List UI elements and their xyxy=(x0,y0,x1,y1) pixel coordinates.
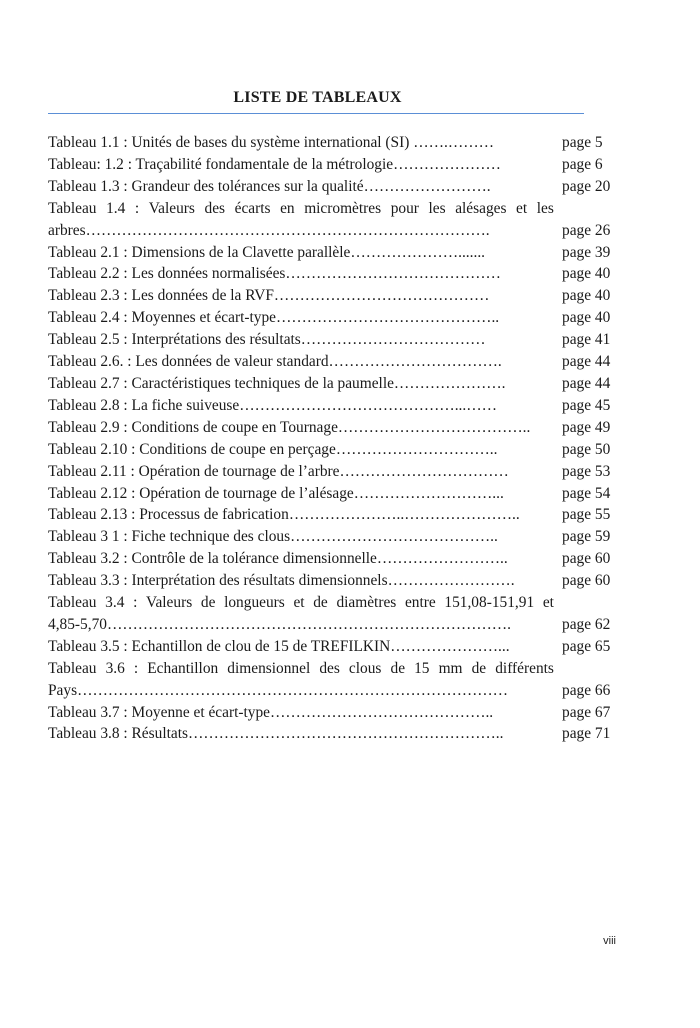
list-item-text: Tableau 2.5 : Interprétations des résultats……………………………… xyxy=(48,331,486,349)
list-item-text: Tableau 3.3 : Interprétation des résultats dimensionnels……………………. xyxy=(48,572,515,590)
list-item-first-line xyxy=(48,658,616,680)
list-item xyxy=(48,636,616,658)
list-item-page: page 62 xyxy=(562,615,611,633)
list-item xyxy=(48,285,616,307)
list-item-text: Tableau 3.6 : Echantillon dimensionnel des clous de 15 mm de différents xyxy=(48,659,554,677)
list-item-page: page 6 xyxy=(562,155,603,173)
list-item-page: page 49 xyxy=(562,418,611,436)
list-item-page: page 40 xyxy=(562,265,611,283)
list-item xyxy=(48,702,616,724)
list-item-text: Tableau 2.6. : Les données de valeur standard……………………………. xyxy=(48,353,502,371)
list-item xyxy=(48,504,616,526)
list-item-text: Tableau 1.3 : Grandeur des tolérances sur la qualité……………………. xyxy=(48,177,491,195)
list-item-page: page 66 xyxy=(562,681,611,699)
list-item-text: Tableau: 1.2 : Traçabilité fondamentale de la métrologie………………… xyxy=(48,155,501,173)
list-item-page: page 50 xyxy=(562,440,611,458)
list-item-text: Tableau 2.2 : Les données normalisées…………………………………… xyxy=(48,265,501,283)
list-item-page: page 20 xyxy=(562,177,611,195)
list-item-text: Tableau 1.4 : Valeurs des écarts en micromètres pour les alésages et les xyxy=(48,199,554,217)
list-item-page: page 40 xyxy=(562,287,611,305)
list-item-text: Tableau 1.1 : Unités de bases du système international (SI) …….……… xyxy=(48,134,495,151)
list-item-text: Tableau 2.7 : Caractéristiques techniques de la paumelle…………………. xyxy=(48,374,506,392)
list-item xyxy=(48,439,616,461)
list-item xyxy=(48,220,616,242)
list-item-text: Tableau 3.5 : Echantillon de clou de 15 de TREFILKIN…………………... xyxy=(48,637,510,655)
list-item-page: page 45 xyxy=(562,396,611,414)
list-item xyxy=(48,263,616,285)
list-item-text: Tableau 3 1 : Fiche technique des clous………………………………….. xyxy=(48,528,498,546)
page-number: viii xyxy=(603,935,616,947)
list-item-page: page 60 xyxy=(562,550,611,568)
list-item xyxy=(48,132,616,154)
list-item xyxy=(48,723,616,745)
list-item-page: page 5 xyxy=(562,134,603,151)
list-item-text: Tableau 2.3 : Les données de la RVF…………………………………… xyxy=(48,287,490,305)
list-item-text: Pays………………………………………………………………………… xyxy=(48,681,509,699)
list-item-first-line xyxy=(48,592,616,614)
list-item xyxy=(48,329,616,351)
list-item-page: page 39 xyxy=(562,243,611,261)
list-item-page: page 60 xyxy=(562,572,611,590)
list-item-page: page 71 xyxy=(562,725,611,743)
list-item xyxy=(48,483,616,505)
list-item xyxy=(48,680,616,702)
list-item-text: arbres……………………………………………………………………. xyxy=(48,221,490,239)
list-item-text: Tableau 3.7 : Moyenne et écart-type…………………………………….. xyxy=(48,703,494,721)
list-item-text: 4,85-5,70……………………………………………………………………. xyxy=(48,615,511,633)
list-item-page: page 44 xyxy=(562,353,611,371)
title-underline xyxy=(48,113,584,114)
list-item xyxy=(48,307,616,329)
list-item-page: page 54 xyxy=(562,484,611,502)
table-list xyxy=(48,132,616,745)
list-item-page: page 26 xyxy=(562,221,611,239)
list-item-text: Tableau 2.11 : Opération de tournage de l’arbre…………………………… xyxy=(48,462,509,480)
list-item xyxy=(48,570,616,592)
list-item xyxy=(48,351,616,373)
list-item-page: page 41 xyxy=(562,331,611,349)
list-item xyxy=(48,461,616,483)
list-item-page: page 55 xyxy=(562,506,611,524)
list-item-text: Tableau 2.10 : Conditions de coupe en perçage………………………….. xyxy=(48,440,498,458)
list-item xyxy=(48,614,616,636)
list-item-text: Tableau 3.4 : Valeurs de longueurs et de diamètres entre 151,08-151,91 et xyxy=(48,594,554,612)
list-item xyxy=(48,176,616,198)
list-item-first-line xyxy=(48,198,616,220)
list-item xyxy=(48,395,616,417)
list-item-text: Tableau 3.8 : Résultats…………………………………………………….. xyxy=(48,725,504,743)
list-item-text: Tableau 2.13 : Processus de fabrication…………………..………………….. xyxy=(48,506,520,524)
list-item-page: page 53 xyxy=(562,462,611,480)
list-item xyxy=(48,154,616,176)
list-item xyxy=(48,242,616,264)
list-item xyxy=(48,417,616,439)
list-item-text: Tableau 2.1 : Dimensions de la Clavette parallèle…………………....... xyxy=(48,243,486,261)
list-item-text: Tableau 2.12 : Opération de tournage de l’alésage………………………... xyxy=(48,484,504,502)
list-item-page: page 44 xyxy=(562,374,611,392)
list-item-text: Tableau 2.8 : La fiche suiveuse……………………………………...…… xyxy=(48,396,498,414)
list-item xyxy=(48,548,616,570)
list-item xyxy=(48,526,616,548)
list-item-page: page 65 xyxy=(562,637,611,655)
list-item-page: page 40 xyxy=(562,309,611,327)
list-item-page: page 59 xyxy=(562,528,611,546)
list-item-text: Tableau 2.4 : Moyennes et écart-type…………………………………….. xyxy=(48,309,500,327)
page-title: LISTE DE TABLEAUX xyxy=(233,89,402,106)
list-item-page: page 67 xyxy=(562,703,611,721)
list-item xyxy=(48,373,616,395)
list-item-text: Tableau 3.2 : Contrôle de la tolérance dimensionnelle…………………….. xyxy=(48,550,508,568)
list-item-text: Tableau 2.9 : Conditions de coupe en Tournage……………………………….. xyxy=(48,418,531,436)
